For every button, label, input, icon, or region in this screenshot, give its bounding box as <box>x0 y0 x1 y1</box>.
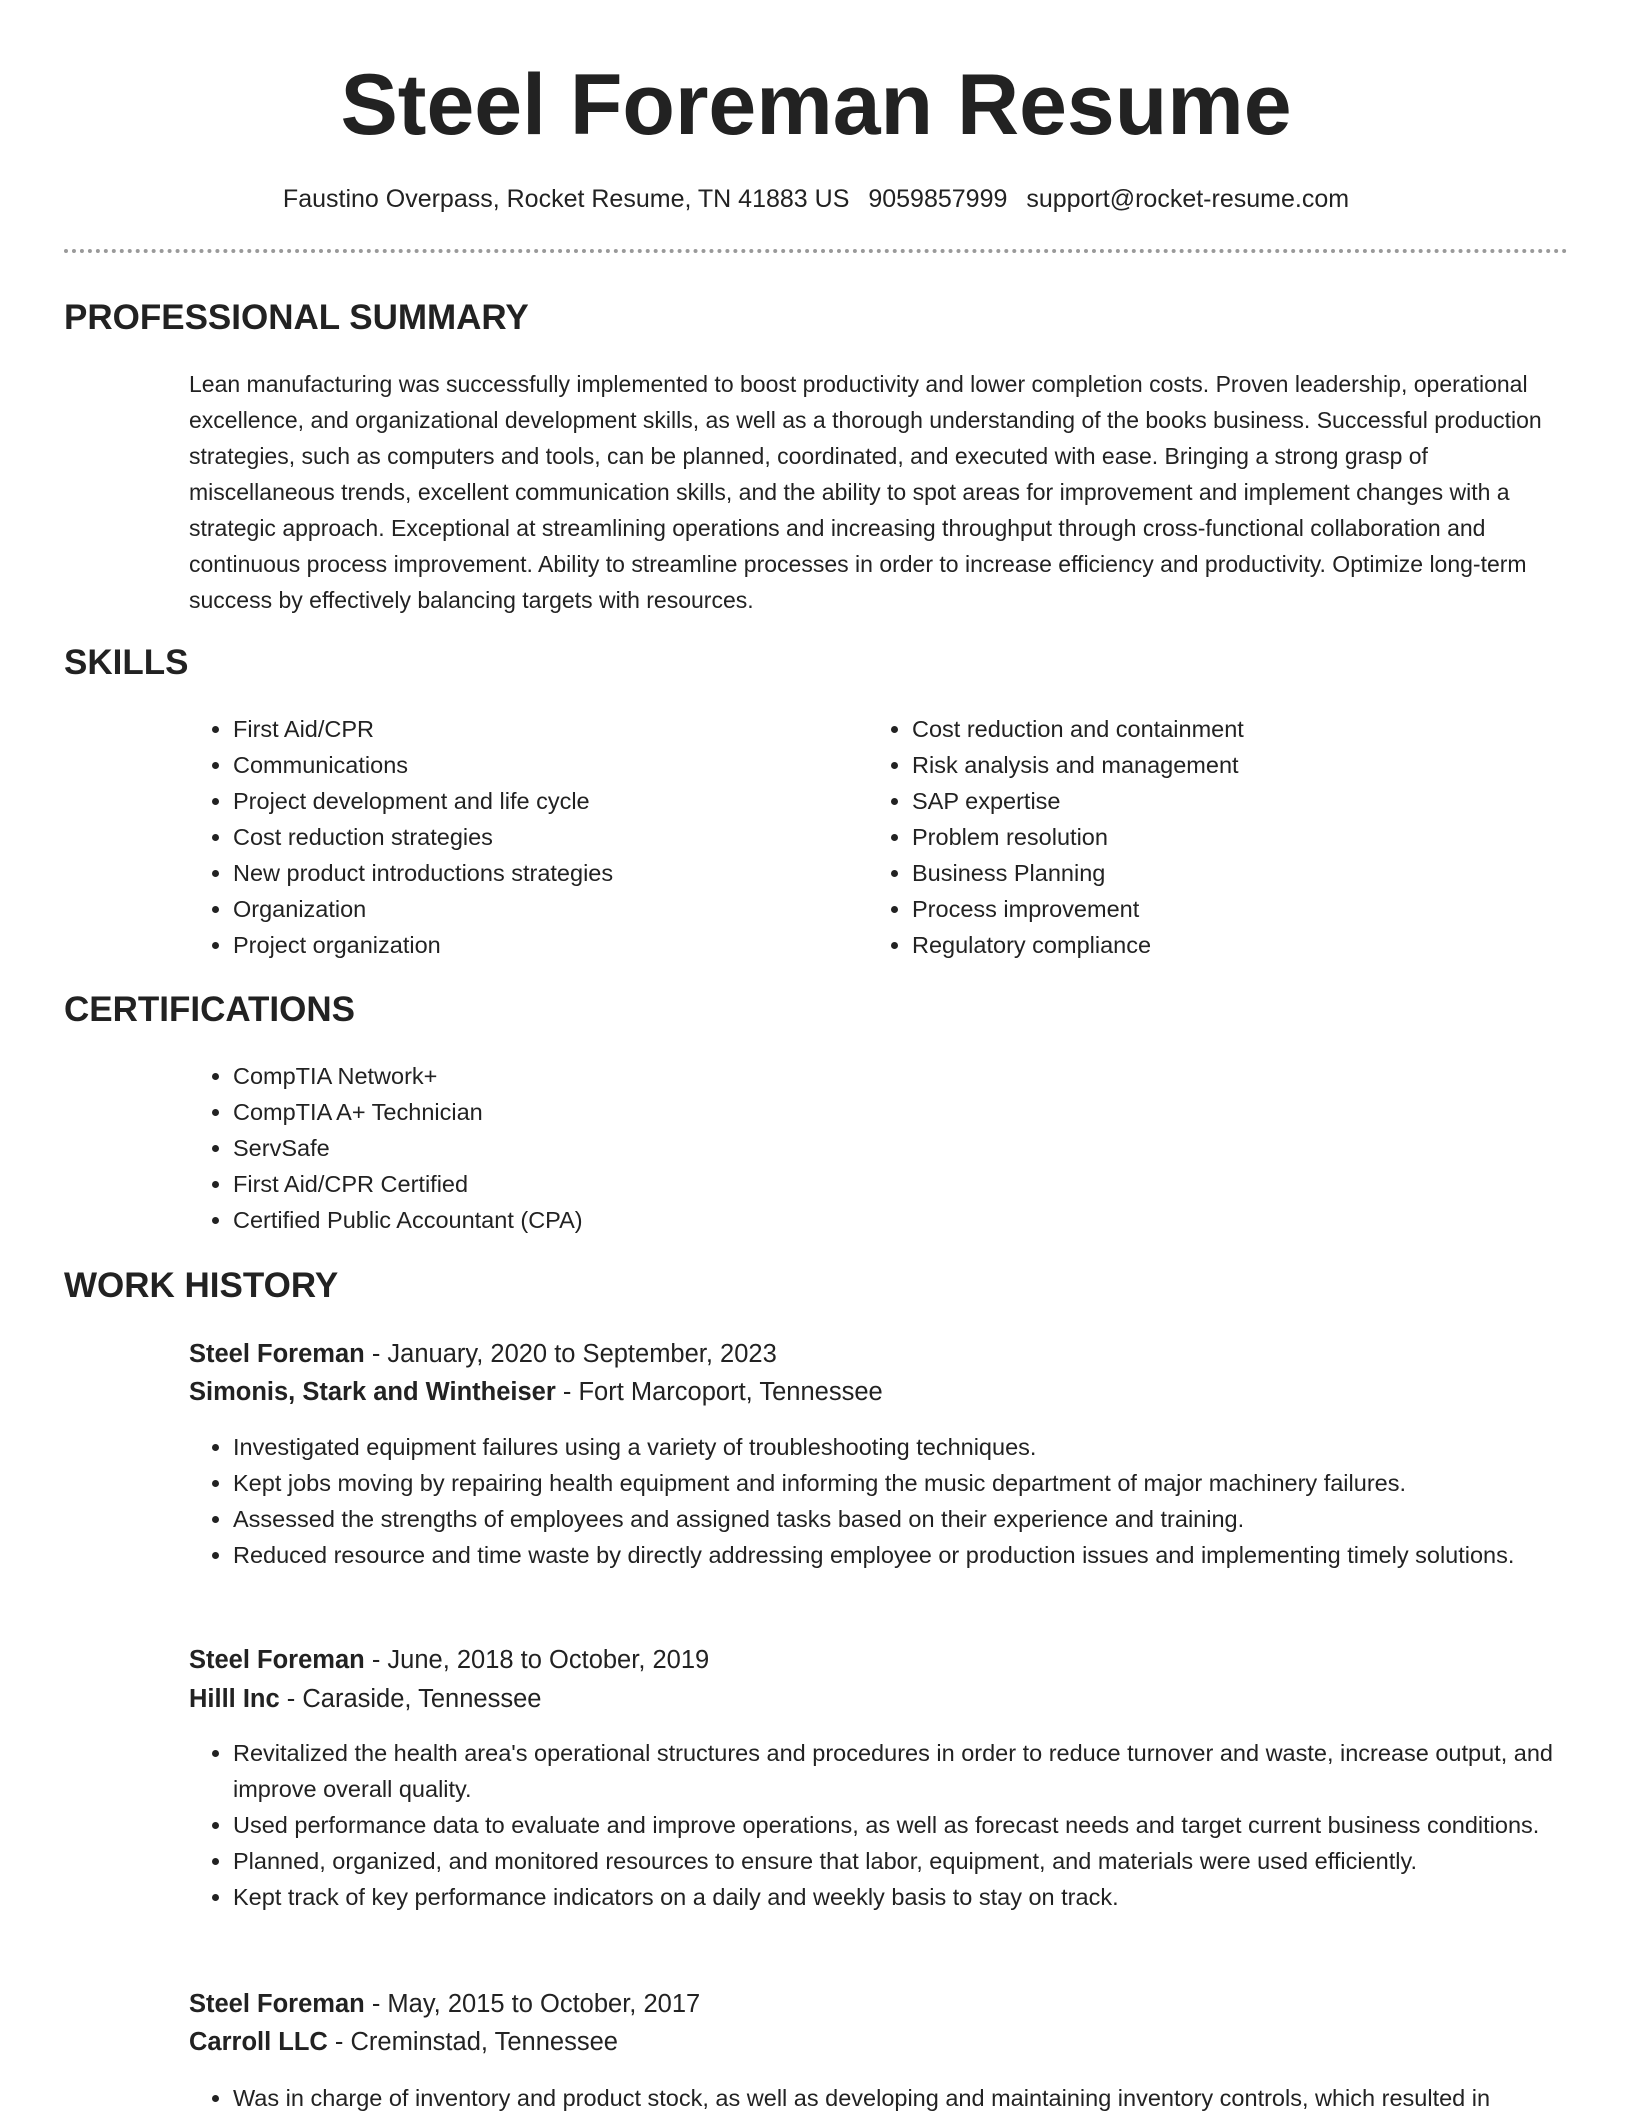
job-title-line <box>189 1642 709 1678</box>
skill-item: • Communications <box>233 747 833 783</box>
skill-item: • Risk analysis and management <box>912 747 1552 783</box>
job-bullet: • Was in charge of inventory and product stock, as well as developing and maintaining inventory controls, which resulted in <box>233 2080 1632 2112</box>
certification-item: • Certified Public Accountant (CPA) <box>233 1202 1033 1238</box>
job-bullet: • Reduced resource and time waste by directly addressing employee or production issues and implementing timely solutions. <box>233 1537 1623 1573</box>
job-dates: - June, 2018 to October, 2019 <box>364 1646 710 1674</box>
job-location: - Fort Marcoport, Tennessee <box>555 1378 883 1406</box>
job-bullet: • Used performance data to evaluate and improve operations, as well as forecast needs and target current business conditions. <box>233 1807 1623 1843</box>
skill-item: • SAP expertise <box>912 783 1552 819</box>
certification-item: • ServSafe <box>233 1130 1033 1166</box>
job-company: Carroll LLC <box>189 2028 328 2056</box>
certification-item: • First Aid/CPR Certified <box>233 1166 1033 1202</box>
section-title-summary: PROFESSIONAL SUMMARY <box>64 298 529 337</box>
job-bullet: • Kept track of key performance indicators on a daily and weekly basis to stay on track. <box>233 1879 1623 1915</box>
job-bullets <box>189 1429 1623 1573</box>
job-role: Steel Foreman <box>189 1340 365 1368</box>
skill-item: • New product introductions strategies <box>233 855 833 891</box>
skills-list-right <box>868 711 1552 963</box>
section-title-certifications: CERTIFICATIONS <box>64 990 356 1029</box>
job-company-line <box>189 2024 618 2060</box>
job-bullets <box>189 1735 1623 1915</box>
contact-address: Faustino Overpass, Rocket Resume, TN 41883 US <box>282 185 850 213</box>
job-bullet: • Kept jobs moving by repairing health equipment and informing the music department of major machinery failures. <box>233 1465 1623 1501</box>
certification-item: • CompTIA Network+ <box>233 1058 1033 1094</box>
contact-line <box>0 182 1632 216</box>
job-bullet: • Planned, organized, and monitored resources to ensure that labor, equipment, and materials were used efficiently. <box>233 1843 1623 1879</box>
skill-item: • First Aid/CPR <box>233 711 833 747</box>
page-title: Steel Foreman Resume <box>340 57 1292 153</box>
skill-item: • Process improvement <box>912 891 1552 927</box>
certification-item: • CompTIA A+ Technician <box>233 1094 1033 1130</box>
skill-item: • Project organization <box>233 927 833 963</box>
job-company: Simonis, Stark and Wintheiser <box>189 1378 556 1406</box>
section-title-work-history: WORK HISTORY <box>64 1266 339 1305</box>
skills-list-left <box>189 711 833 963</box>
job-title-line <box>189 1336 777 1372</box>
contact-email[interactable]: support@rocket-resume.com <box>1026 185 1350 213</box>
job-dates: - January, 2020 to September, 2023 <box>364 1340 777 1368</box>
job-bullets <box>189 2080 1632 2112</box>
skill-item: • Cost reduction strategies <box>233 819 833 855</box>
job-company-line <box>189 1374 883 1410</box>
contact-phone: 9059857999 <box>868 185 1008 213</box>
job-bullet: • Revitalized the health area's operational structures and procedures in order to reduce turnover and waste, increase output, and improve overall quality. <box>233 1735 1623 1807</box>
skill-item: • Business Planning <box>912 855 1552 891</box>
job-location: - Caraside, Tennessee <box>279 1685 542 1713</box>
skill-item: • Project development and life cycle <box>233 783 833 819</box>
skill-item: • Organization <box>233 891 833 927</box>
job-title-line <box>189 1986 700 2022</box>
header-divider <box>64 249 1568 253</box>
job-dates: - May, 2015 to October, 2017 <box>364 1990 701 2018</box>
summary-text: Lean manufacturing was successfully implemented to boost productivity and lower completion costs. Proven leadership, operational excellence, and organizational development skills, as well as a thorough understanding of the books business. Successful production strategies, such as computers and tools, can be planned, coordinated, and executed with ease. Bringing a strong grasp of miscellaneous trends, excellent communication skills, and the ability to spot areas for improvement and implement changes with a strategic approach. Exceptional at streamlining operations and increasing throughput through cross-functional collaboration and continuous process improvement. Ability to streamline processes in order to increase efficiency and productivity. Optimize long-term success by effectively balancing targets with resources. <box>189 371 1542 613</box>
job-bullet: • Investigated equipment failures using a variety of troubleshooting techniques. <box>233 1429 1623 1465</box>
skill-item: • Cost reduction and containment <box>912 711 1552 747</box>
certifications-list <box>189 1058 1033 1238</box>
job-role: Steel Foreman <box>189 1646 365 1674</box>
job-company: Hilll Inc <box>189 1685 280 1713</box>
skill-item: • Problem resolution <box>912 819 1552 855</box>
section-title-skills: SKILLS <box>64 643 189 682</box>
skill-item: • Regulatory compliance <box>912 927 1552 963</box>
job-bullet: • Assessed the strengths of employees and assigned tasks based on their experience and training. <box>233 1501 1623 1537</box>
job-location: - Creminstad, Tennessee <box>327 2028 618 2056</box>
job-role: Steel Foreman <box>189 1990 365 2018</box>
job-company-line <box>189 1681 541 1717</box>
